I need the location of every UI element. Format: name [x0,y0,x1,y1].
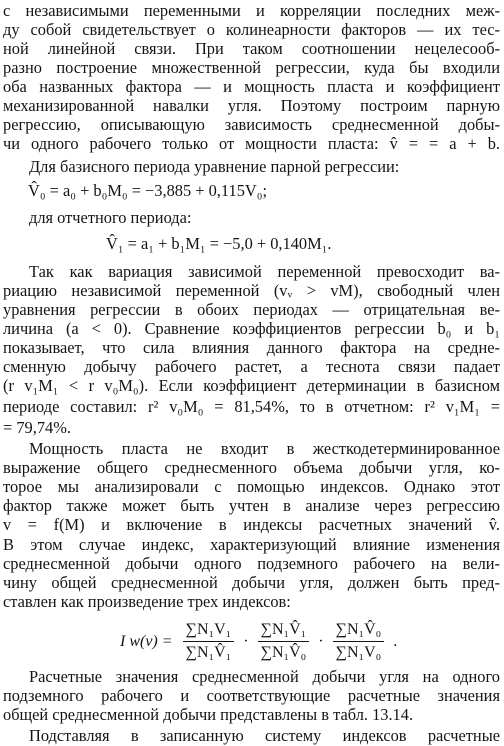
fraction-1-denominator: ∑N₁V̂₁ [185,644,232,661]
report-period-label: для отчетного периода: [29,208,192,227]
fraction-3-denominator: ∑N₁V₀ [335,644,382,661]
text-line: фактор также может быть учтен в анализе через регрессию [3,496,500,515]
fraction-2 [258,620,310,663]
text-line: показывает, что сила влияния данного фактора на средне- [3,338,500,357]
text-line: Подставляя в записанную систему индексов расчетные [29,726,500,745]
text-line: с независимыми переменными и корреляции последних меж- [3,1,500,20]
fraction-3-numerator: ∑N₁V̂₀ [333,620,385,642]
fraction-3 [333,620,385,663]
text-line: = 79,74%. [3,418,71,437]
text-line: сменную добычу рабочего растет, а теснота связи падает [3,357,500,376]
equation-report: V̂₁ = a₁ + b₁M₁ = −5,0 + 0,140M₁. [106,234,332,253]
text-line: Мощность пласта не входит в жесткодетерминированное [29,439,500,458]
text-line: среднесменной добычи одного подземного рабочего на вели- [3,554,500,573]
fraction-2-denominator: ∑N₁V̂₀ [260,644,307,661]
text-line: подземного рабочего и соответствующие расчетные значения [3,686,500,705]
equation-base: V̂₀ = a₀ + b₀M₀ = −3,885 + 0,115V₀; [28,181,267,200]
text-line: (r v₁M₁ < r v₀M₀). Если коэффициент детерминации в базисном [3,376,500,395]
fraction-1-numerator: ∑N₁V₁ [183,620,235,642]
text-line: v = f(M) и включение в индексы расчетных значений v̂. [3,515,500,534]
text-line: чи одного рабочего только от мощности пласта: v̂ = = a + b. [3,134,500,153]
text-line: уравнения регрессии в обоих периодах — отрицательная ве- [3,300,500,319]
text-line: периоде составил: r² v₀M₀ = 81,54%, то в отчетном: r² v₁M₁ = [3,397,500,416]
formula-end: . [393,632,398,650]
multiply-dot: · [318,632,324,650]
fraction-1 [183,620,235,663]
fraction-2-numerator: ∑N₁V̂₁ [258,620,310,642]
text-line: ставлен как произведение трех индексов: [3,592,291,611]
multiply-dot: · [243,632,249,650]
text-line: общей среднесменной добычи представлены в табл. 13.14. [3,705,414,724]
text-line: В этом случае индекс, характеризующий влияние изменения [3,535,500,554]
text-line: регрессию, описывающую зависимость среднесменной добы- [3,115,500,134]
text-line: личина (a < 0). Сравнение коэффициентов регрессии b₀ и b₁ [3,319,500,338]
text-line: оба названных фактора — и мощность пласта и коэффициент [3,77,500,96]
text-line: Так как вариация зависимой переменной превосходит ва- [29,262,500,281]
text-line: чину общей среднесменной добычи угля, должен быть пред- [3,573,500,592]
text-line: ду собой свидетельствует о колинеарности факторов — их тес- [3,20,500,39]
text-line: Расчетные значения среднесменной добычи угля на одного [29,667,500,686]
text-line: разно построение множественной регрессии, куда бы входили [3,58,500,77]
base-period-label: Для базисного периода уравнение парной регрессии: [29,157,400,176]
text-line: торое мы анализировали с помощью индексов. Однако этот [3,477,500,496]
text-line: ной линейной связи. При таком соотношении нецелесооб- [3,39,500,58]
text-line: риацию независимой переменной (vᵥ > vM), свободный член [3,281,500,300]
text-line: механизированной навалки угля. Поэтому построим парную [3,96,500,115]
formula-lhs: I w(v) = [120,632,173,650]
text-line: выражение общего среднесменного объема добычи угля, ко- [3,458,500,477]
